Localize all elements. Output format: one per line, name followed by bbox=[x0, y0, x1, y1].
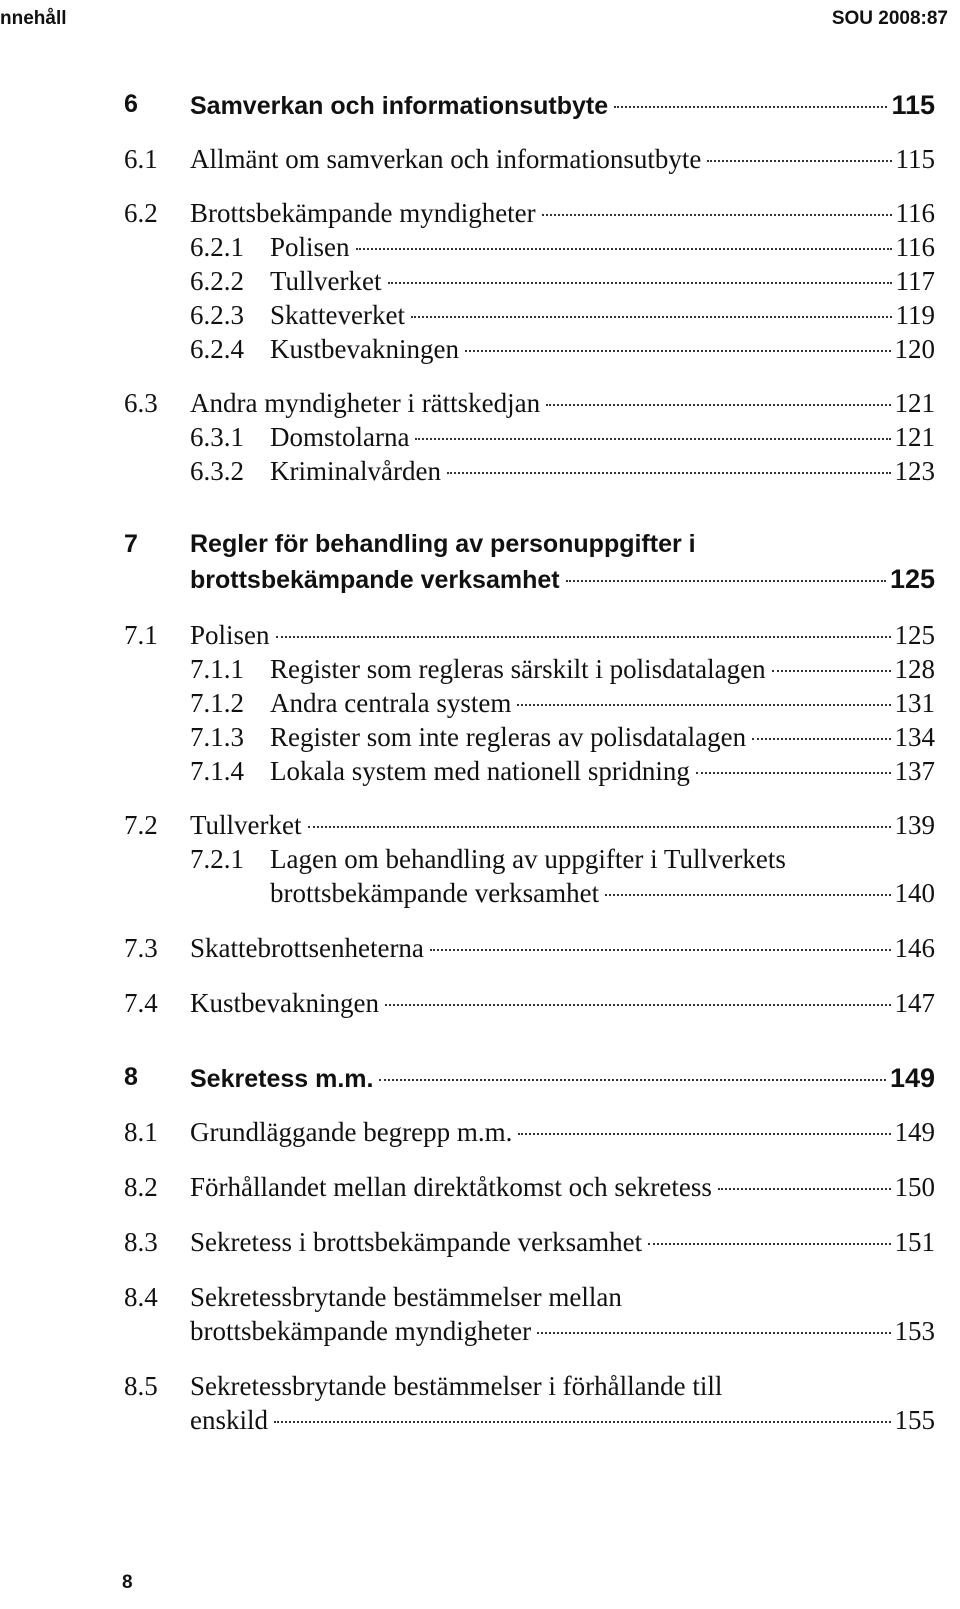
toc-entry-line bbox=[270, 232, 935, 263]
toc-entry-line bbox=[190, 388, 935, 419]
toc-entry-number: 7.3 bbox=[124, 933, 158, 963]
dot-leader bbox=[518, 1133, 890, 1135]
toc-entry-page: 147 bbox=[894, 988, 935, 1018]
toc-entry-number: 6.3.2 bbox=[190, 456, 244, 486]
toc-entry-page: 125 bbox=[889, 564, 935, 594]
toc-entry-page: 116 bbox=[895, 232, 935, 262]
toc-entry-page: 117 bbox=[895, 266, 935, 296]
toc-entry-title: Andra myndigheter i rättskedjan bbox=[190, 388, 541, 418]
dot-leader bbox=[542, 214, 892, 216]
toc-entry-page: 149 bbox=[894, 1117, 935, 1147]
toc-entry-title: Skatteverket bbox=[270, 300, 405, 330]
toc-entry-title-continued: brottsbekämpande verksamhet bbox=[190, 566, 560, 594]
toc-entry-line bbox=[270, 456, 935, 487]
toc-entry-line bbox=[270, 422, 935, 453]
toc-entry-number: 6.2.1 bbox=[190, 232, 244, 262]
toc-entry-line bbox=[270, 654, 935, 685]
dot-leader bbox=[772, 670, 891, 672]
toc-entry-line bbox=[190, 620, 935, 651]
toc-entry-number: 7.2.1 bbox=[190, 844, 244, 874]
dot-leader bbox=[388, 282, 892, 284]
toc-entry-number: 6.2.3 bbox=[190, 300, 244, 330]
toc-entry-number: 6.1 bbox=[124, 144, 158, 174]
toc-entry-page: 139 bbox=[894, 810, 935, 840]
toc-entry-number: 7 bbox=[124, 530, 138, 558]
toc-entry-title: Tullverket bbox=[190, 810, 302, 840]
dot-leader bbox=[274, 1421, 891, 1423]
toc-entry-title-continued: brottsbekämpande myndigheter bbox=[190, 1316, 532, 1346]
toc-entry-title: Sekretess i brottsbekämpande verksamhet bbox=[190, 1227, 643, 1257]
dot-leader bbox=[605, 894, 890, 896]
toc-entry-page: 121 bbox=[894, 422, 935, 452]
toc-entry-title: Register som regleras särskilt i polisdatalagen bbox=[270, 654, 766, 684]
toc-entry-number: 8.4 bbox=[124, 1282, 158, 1312]
toc-entry-page: 115 bbox=[895, 144, 935, 174]
toc-entry-line bbox=[190, 1316, 935, 1347]
toc-entry-page: 116 bbox=[895, 198, 935, 228]
toc-entry-title: Sekretess m.m. bbox=[190, 1065, 374, 1093]
toc-entry-number: 6.3.1 bbox=[190, 422, 244, 452]
toc-entry-title: Brottsbekämpande myndigheter bbox=[190, 198, 536, 228]
toc-entry-title: Polisen bbox=[190, 620, 270, 650]
dot-leader bbox=[566, 580, 886, 582]
toc-entry-title: Förhållandet mellan direktåtkomst och sekretess bbox=[190, 1172, 712, 1202]
toc-entry-title: Kriminalvården bbox=[270, 456, 441, 486]
dot-leader bbox=[546, 404, 890, 406]
toc-entry-number: 8.5 bbox=[124, 1371, 158, 1401]
dot-leader bbox=[447, 472, 891, 474]
toc-entry-title: Lokala system med nationell spridning bbox=[270, 756, 690, 786]
toc-entry-title: Sekretessbrytande bestämmelser i förhållande till bbox=[190, 1371, 723, 1401]
header-report-id: SOU 2008:87 bbox=[831, 8, 948, 29]
toc-entry-title: Kustbevakningen bbox=[270, 334, 459, 364]
toc-entry-page: 146 bbox=[894, 933, 935, 963]
toc-entry-number: 7.1.3 bbox=[190, 722, 244, 752]
dot-leader bbox=[415, 438, 890, 440]
toc-entry-line bbox=[190, 810, 935, 841]
toc-entry-title: Lagen om behandling av uppgifter i Tullverkets bbox=[270, 844, 786, 874]
toc-entry-page: 153 bbox=[894, 1316, 935, 1346]
toc-entry-page: 119 bbox=[895, 300, 935, 330]
running-header bbox=[0, 0, 960, 40]
toc-entry-line bbox=[190, 988, 935, 1019]
toc-entry-title: Regler för behandling av personuppgifter i bbox=[190, 530, 696, 558]
toc-entry-number: 7.1.4 bbox=[190, 756, 244, 786]
dot-leader bbox=[614, 106, 887, 108]
toc-entry-page: 131 bbox=[894, 688, 935, 718]
dot-leader bbox=[276, 636, 891, 638]
toc-entry-line bbox=[190, 564, 935, 595]
dot-leader bbox=[648, 1243, 890, 1245]
toc-entry-line bbox=[190, 1117, 935, 1148]
toc-entry-line bbox=[270, 722, 935, 753]
dot-leader bbox=[430, 949, 891, 951]
dot-leader bbox=[379, 1079, 885, 1081]
toc-entry-page: 151 bbox=[894, 1227, 935, 1257]
toc-entry-page: 134 bbox=[894, 722, 935, 752]
dot-leader bbox=[385, 1004, 891, 1006]
toc-entry-number: 8.1 bbox=[124, 1117, 158, 1147]
toc-entry-title: Allmänt om samverkan och informationsutbyte bbox=[190, 144, 702, 174]
toc-entry-page: 115 bbox=[891, 90, 935, 120]
toc-entry-line bbox=[270, 334, 935, 365]
toc-entry-title: Skattebrottsenheterna bbox=[190, 933, 424, 963]
header-section-title: nnehåll bbox=[0, 8, 67, 29]
toc-entry-title: Sekretessbrytande bestämmelser mellan bbox=[190, 1282, 622, 1312]
toc-entry-title: Register som inte regleras av polisdatalagen bbox=[270, 722, 747, 752]
dot-leader bbox=[537, 1332, 890, 1334]
toc-entry-line bbox=[270, 300, 935, 331]
toc-entry-line bbox=[270, 878, 935, 909]
toc-entry-title: Polisen bbox=[270, 232, 350, 262]
toc-entry-line bbox=[190, 1172, 935, 1203]
toc-entry-number: 6.2 bbox=[124, 198, 158, 228]
toc-entry-number: 7.4 bbox=[124, 988, 158, 1018]
toc-entry-number: 7.1 bbox=[124, 620, 158, 650]
toc-entry-page: 123 bbox=[894, 456, 935, 486]
toc-entry-line bbox=[190, 1063, 935, 1094]
dot-leader bbox=[465, 350, 891, 352]
toc-entry-title: Kustbevakningen bbox=[190, 988, 379, 1018]
toc-entry-number: 7.1.1 bbox=[190, 654, 244, 684]
page-number: 8 bbox=[122, 1572, 133, 1593]
toc-entry-line bbox=[190, 1405, 935, 1436]
toc-entry-page: 125 bbox=[894, 620, 935, 650]
toc-entry-number: 8.3 bbox=[124, 1227, 158, 1257]
toc-entry-line bbox=[190, 1227, 935, 1258]
toc-entry-line bbox=[270, 756, 935, 787]
dot-leader bbox=[411, 316, 892, 318]
dot-leader bbox=[752, 738, 890, 740]
toc-entry-title: Grundläggande begrepp m.m. bbox=[190, 1117, 513, 1147]
toc-entry-page: 140 bbox=[894, 878, 935, 908]
toc-entry-line bbox=[190, 144, 935, 175]
dot-leader bbox=[356, 248, 892, 250]
toc-entry-number: 6.2.4 bbox=[190, 334, 244, 364]
dot-leader bbox=[718, 1188, 891, 1190]
toc-entry-number: 6.3 bbox=[124, 388, 158, 418]
toc-entry-page: 137 bbox=[894, 756, 935, 786]
toc-entry-title: Andra centrala system bbox=[270, 688, 512, 718]
toc-entry-page: 120 bbox=[894, 334, 935, 364]
toc-entry-line bbox=[190, 933, 935, 964]
dot-leader bbox=[696, 772, 891, 774]
toc-entry-title: Samverkan och informationsutbyte bbox=[190, 92, 609, 120]
toc-entry-number: 7.1.2 bbox=[190, 688, 244, 718]
toc-entry-number: 8.2 bbox=[124, 1172, 158, 1202]
toc-entry-page: 121 bbox=[894, 388, 935, 418]
toc-entry-title: Tullverket bbox=[270, 266, 382, 296]
dot-leader bbox=[517, 704, 890, 706]
dot-leader bbox=[707, 160, 891, 162]
toc-entry-page: 155 bbox=[894, 1405, 935, 1435]
toc-entry-number: 6 bbox=[124, 90, 138, 118]
toc-entry-page: 149 bbox=[889, 1063, 935, 1093]
toc-entry-number: 6.2.2 bbox=[190, 266, 244, 296]
toc-entry-title: Domstolarna bbox=[270, 422, 410, 452]
toc-entry-line bbox=[190, 198, 935, 229]
toc-entry-title-continued: enskild bbox=[190, 1405, 268, 1435]
toc-entry-line bbox=[270, 688, 935, 719]
toc-entry-number: 8 bbox=[124, 1063, 138, 1091]
toc-entry-line bbox=[190, 90, 935, 121]
toc-entry-number: 7.2 bbox=[124, 810, 158, 840]
dot-leader bbox=[308, 826, 891, 828]
toc-entry-page: 150 bbox=[894, 1172, 935, 1202]
toc-entry-title-continued: brottsbekämpande verksamhet bbox=[270, 878, 600, 908]
toc-entry-page: 128 bbox=[894, 654, 935, 684]
toc-entry-line bbox=[270, 266, 935, 297]
